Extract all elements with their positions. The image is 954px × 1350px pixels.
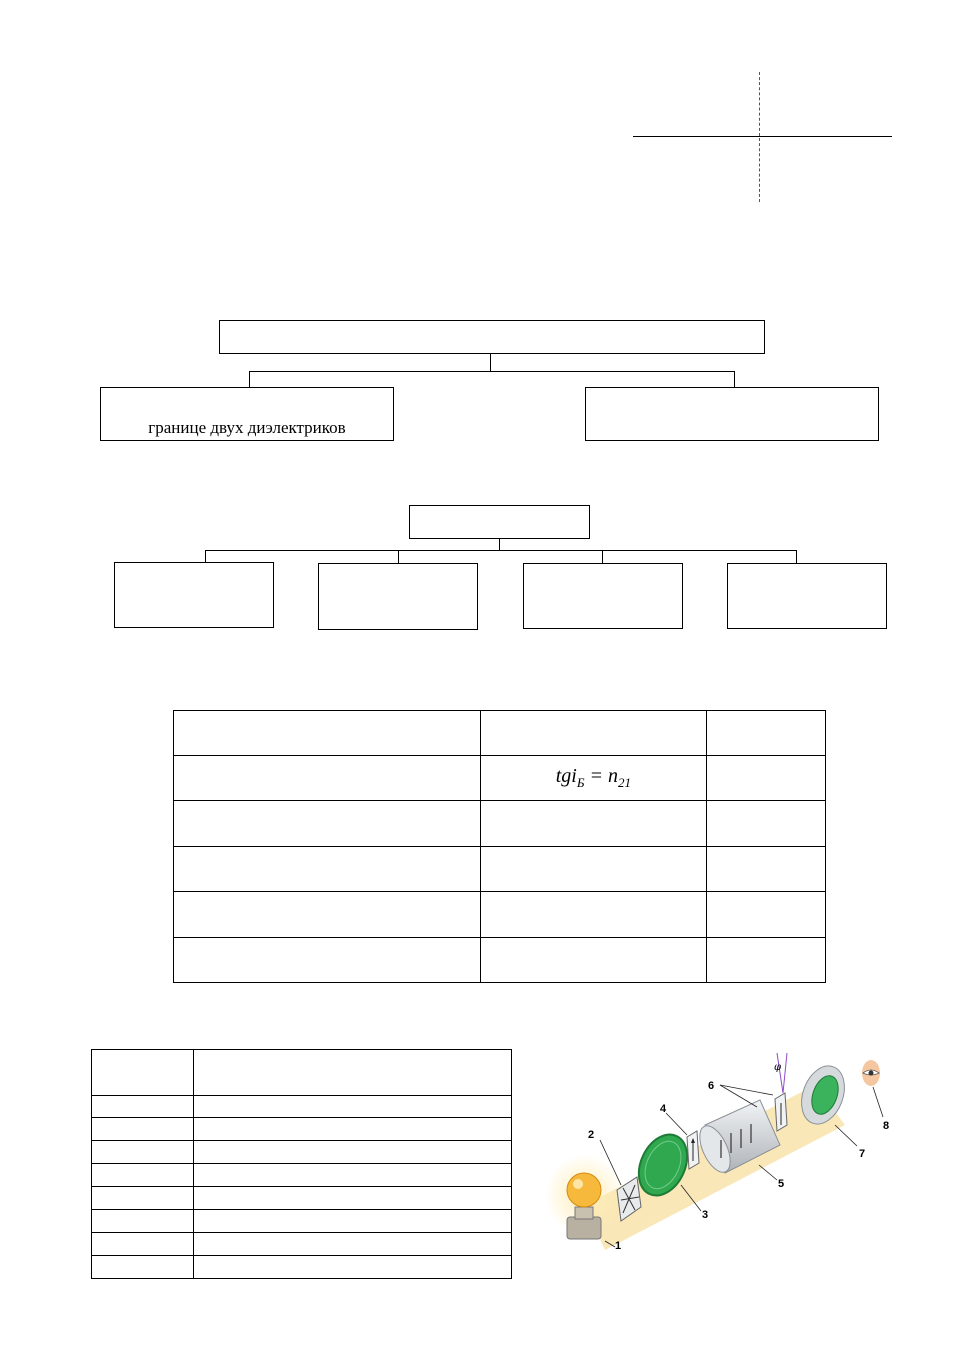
table2-row	[92, 1096, 512, 1118]
scheme2-connector-1	[205, 550, 206, 562]
table2-cell	[92, 1233, 194, 1256]
table2-row	[92, 1256, 512, 1279]
table2-cell	[92, 1164, 194, 1187]
table1-formula-cell	[480, 756, 707, 801]
formula-eq: = n	[584, 765, 618, 787]
polarimeter-diagram	[545, 1045, 905, 1265]
scheme1-top-box	[219, 320, 765, 354]
scheme2-top-box	[409, 505, 590, 539]
label-3: 3	[702, 1209, 709, 1221]
table2-cell	[193, 1256, 511, 1279]
table1-cell	[174, 756, 481, 801]
scheme2-connector-2	[398, 550, 399, 563]
table2	[91, 1049, 512, 1279]
crosshair-horizontal-line	[633, 136, 892, 137]
formula-subscript: Б	[576, 775, 585, 790]
table2-cell	[193, 1210, 511, 1233]
table1-cell	[174, 938, 481, 983]
table2-cell	[92, 1187, 194, 1210]
crosshair-dashed-vertical-line	[759, 72, 760, 202]
label-7: 7	[859, 1148, 866, 1160]
table1-row	[174, 756, 826, 801]
angle-phi-label: φ	[774, 1062, 782, 1073]
table2-header-row	[92, 1050, 512, 1096]
table2-cell	[92, 1141, 194, 1164]
table2-row	[92, 1164, 512, 1187]
table2-row	[92, 1210, 512, 1233]
table1-cell	[707, 938, 826, 983]
scheme1-connector-stem	[490, 354, 491, 371]
table1-cell	[707, 711, 826, 756]
table1-cell	[480, 801, 707, 847]
table2-cell	[193, 1096, 511, 1118]
table1-row	[174, 892, 826, 938]
label-1: 1	[615, 1240, 622, 1252]
scheme1-connector-bar	[249, 371, 734, 372]
table1-cell	[174, 892, 481, 938]
table2-cell	[92, 1050, 194, 1096]
table2-cell	[193, 1141, 511, 1164]
eye-icon	[862, 1060, 880, 1086]
scheme1-right-box	[585, 387, 879, 441]
table1-cell	[174, 801, 481, 847]
table2-cell	[193, 1118, 511, 1141]
scheme1-left-box-label: границе двух диэлектриков	[148, 418, 346, 437]
table2-cell	[193, 1050, 511, 1096]
table1-cell	[480, 938, 707, 983]
brewster-formula	[555, 765, 631, 790]
scheme2-box-4	[727, 563, 887, 629]
table1-cell	[480, 847, 707, 892]
table1-row	[174, 711, 826, 756]
scheme2-connector-4	[796, 550, 797, 563]
scheme2-box-2	[318, 563, 478, 630]
table2-cell	[193, 1164, 511, 1187]
label-5: 5	[778, 1178, 785, 1190]
table1-cell	[174, 847, 481, 892]
table1-row	[174, 801, 826, 847]
table1	[173, 710, 826, 983]
scheme2-box-3	[523, 563, 683, 629]
table1-cell	[707, 756, 826, 801]
table2-cell	[92, 1118, 194, 1141]
table2-row	[92, 1141, 512, 1164]
table2-cell	[92, 1256, 194, 1279]
table1-cell	[174, 711, 481, 756]
scheme2-connector-stem	[499, 539, 500, 550]
scheme2-box-1	[114, 562, 274, 628]
plate-icon	[687, 1131, 699, 1169]
label-8: 8	[883, 1120, 890, 1132]
label-2: 2	[588, 1129, 595, 1141]
scheme1-connector-left	[249, 371, 250, 387]
table2-cell	[193, 1187, 511, 1210]
table1-row	[174, 847, 826, 892]
scheme2-connector-3	[602, 550, 603, 563]
scheme1-connector-right	[734, 371, 735, 387]
table2-cell	[92, 1096, 194, 1118]
table2-row	[92, 1233, 512, 1256]
table2-cell	[92, 1210, 194, 1233]
table1-row	[174, 938, 826, 983]
scheme1-left-box	[100, 387, 394, 441]
table1-cell	[480, 892, 707, 938]
table1-cell	[707, 847, 826, 892]
table2-row	[92, 1187, 512, 1210]
table2-row	[92, 1118, 512, 1141]
table2-cell	[193, 1233, 511, 1256]
label-4: 4	[660, 1103, 667, 1115]
table1-cell	[707, 892, 826, 938]
scheme2-connector-bar	[205, 550, 796, 551]
formula-index: 21	[617, 775, 631, 790]
formula-lhs: tgi	[555, 765, 577, 787]
label-6: 6	[708, 1080, 715, 1092]
table1-cell	[707, 801, 826, 847]
table1-cell	[480, 711, 707, 756]
